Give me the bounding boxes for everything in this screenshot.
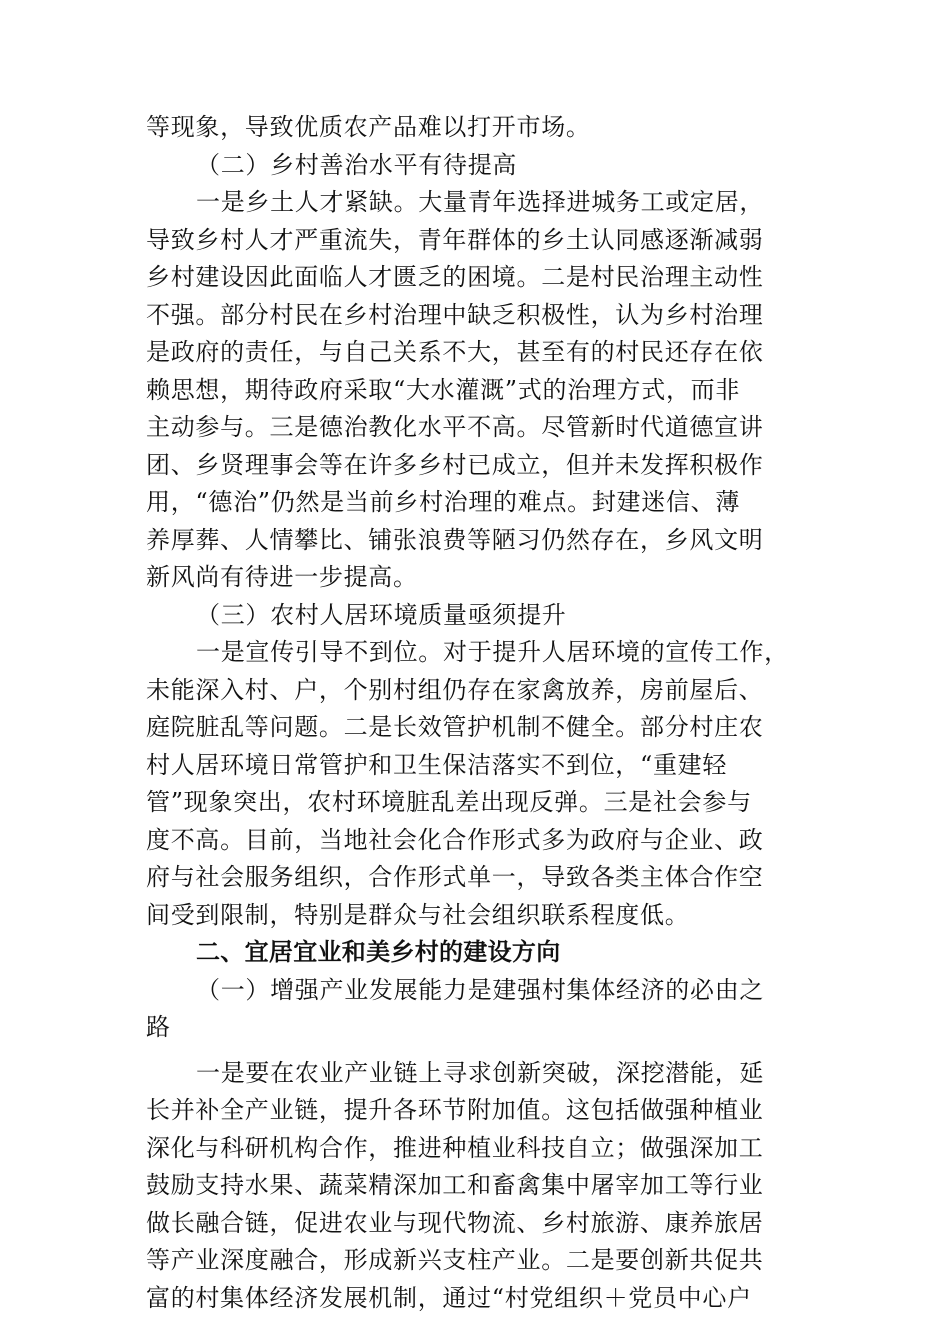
paragraph-line: 是政府的责任，与自己关系不大，甚至有的村民还存在依 [146, 338, 764, 366]
paragraph-line: 一是宣传引导不到位。对于提升人居环境的宣传工作， [196, 638, 789, 666]
paragraph-line: 主动参与。三是德治教化水平不高。尽管新时代道德宣讲 [146, 413, 764, 441]
paragraph-line: 导致乡村人才严重流失，青年群体的乡土认同感逐渐减弱 [146, 225, 764, 254]
chapter-heading-2: 二、宜居宜业和美乡村的建设方向 [196, 938, 561, 966]
paragraph-line: 庭院脏乱等问题。二是长效管护机制不健全。部分村庄农 [146, 713, 764, 741]
paragraph-line: 团、乡贤理事会等在许多乡村已成立，但并未发挥积极作 [146, 450, 764, 479]
paragraph-line: 一是乡土人才紧缺。大量青年选择进城务工或定居， [196, 188, 765, 216]
document-body [146, 109, 806, 1317]
section-heading-1-continued: 路 [146, 1013, 171, 1041]
paragraph-line: 乡村建设因此面临人才匮乏的困境。二是村民治理主动性 [146, 263, 764, 291]
section-heading-3: （三）农村人居环境质量亟须提升 [196, 600, 567, 629]
paragraph-line: 赖思想，期待政府采取“大水灌溉”式的治理方式，而非 [146, 375, 741, 404]
paragraph-line: 新风尚有待进一步提高。 [146, 563, 418, 591]
paragraph-line: 府与社会服务组织，合作形式单一，导致各类主体合作空 [146, 863, 764, 891]
paragraph-line: 一是要在农业产业链上寻求创新突破，深挖潜能，延 [196, 1058, 765, 1087]
paragraph-line: 富的村集体经济发展机制，通过“村党组织＋党员中心户 [146, 1283, 752, 1312]
paragraph-line: 不强。部分村民在乡村治理中缺乏积极性，认为乡村治理 [146, 300, 764, 329]
section-heading-1: （一）增强产业发展能力是建强村集体经济的必由之 [196, 975, 765, 1004]
paragraph-line: 间受到限制，特别是群众与社会组织联系程度低。 [146, 900, 690, 929]
paragraph-line: 等现象，导致优质农产品难以打开市场。 [146, 113, 591, 141]
paragraph-line: 用，“德治”仍然是当前乡村治理的难点。封建迷信、薄 [146, 488, 741, 516]
paragraph-line: 等产业深度融合，形成新兴支柱产业。二是要创新共促共 [146, 1246, 764, 1274]
paragraph-line: 深化与科研机构合作，推进种植业科技自立；做强深加工 [146, 1133, 764, 1162]
paragraph-line: 鼓励支持水果、蔬菜精深加工和畜禽集中屠宰加工等行业 [146, 1171, 764, 1199]
paragraph-line: 管”现象突出，农村环境脏乱差出现反弹。三是社会参与 [146, 788, 752, 816]
paragraph-line: 长并补全产业链，提升各环节附加值。这包括做强种植业 [146, 1096, 764, 1124]
paragraph-line: 做长融合链，促进农业与现代物流、乡村旅游、康养旅居 [146, 1208, 764, 1237]
paragraph-line: 村人居环境日常管护和卫生保洁落实不到位，“重建轻 [146, 750, 728, 779]
paragraph-line: 度不高。目前，当地社会化合作形式多为政府与企业、政 [146, 825, 764, 854]
section-heading-2: （二）乡村善治水平有待提高 [196, 150, 518, 179]
paragraph-line: 未能深入村、户，个别村组仍存在家禽放养，房前屋后、 [146, 675, 764, 704]
paragraph-line: 养厚葬、人情攀比、铺张浪费等陋习仍然存在，乡风文明 [146, 525, 764, 554]
